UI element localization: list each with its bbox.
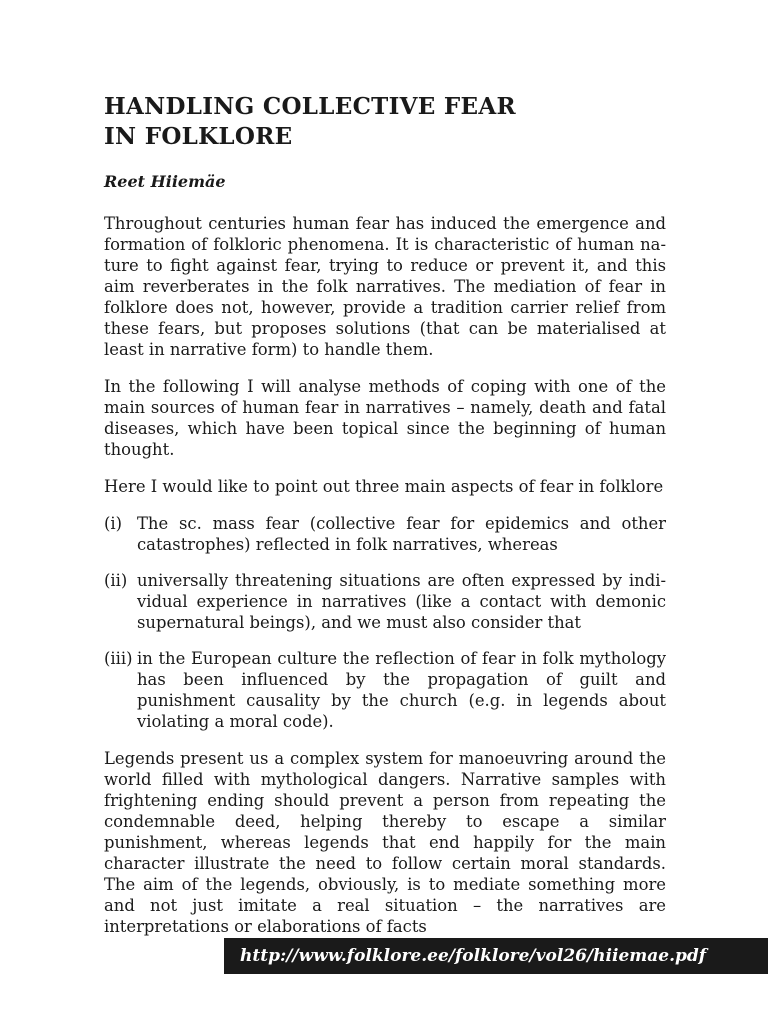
list-item bbox=[104, 648, 666, 732]
list-marker: (i) bbox=[104, 514, 123, 533]
paragraph-intro: Throughout centuries human fear has induced the emergence and formation of folkloric phenomena. It is characteristic of human nature to fight against fear, trying to reduce or prevent it, and this aim reverberates in the folk narratives. The mediation of fear in folklore does not, however, provide a tradition carrier relief from these fears, but proposes solutions (that can be materialised at least in narrative form) to handle them. bbox=[104, 214, 666, 359]
source-url-banner[interactable]: http://www.folklore.ee/folklore/vol26/hiiemae.pdf bbox=[224, 938, 768, 974]
list-marker: (iii) bbox=[104, 649, 133, 668]
list-item-text: universally threatening situations are often expressed by individual experience in narratives (like a contact with demonic supernatural beings), and we must also consider that bbox=[137, 571, 666, 632]
list-marker: (ii) bbox=[104, 571, 128, 590]
paragraph-legends: Legends present us a complex system for manoeuvring around the world filled with mythological dangers. Narrative samples with frightening ending should prevent a person from repeating the condemnable deed, helping thereby to escape a similar punishment, whereas legends that end happily for the main character illustrate the need to follow certain moral standards. The aim of the legends, obviously, is to mediate something more and not just imitate a real situation – the narratives are interpretations or elaborations of facts bbox=[104, 749, 666, 936]
article-title bbox=[104, 92, 666, 152]
aspects-list bbox=[104, 513, 666, 732]
list-item-text: The sc. mass fear (collective fear for epidemics and other catastrophes) reflected in folk narratives, whereas bbox=[137, 514, 666, 554]
list-item bbox=[104, 570, 666, 633]
list-item-text: in the European culture the reflection of fear in folk mythology has been influenced by the propagation of guilt and punishment causality by the church (e.g. in legends about violating a moral code). bbox=[137, 649, 666, 731]
paragraph-methods: In the following I will analyse methods of coping with one of the main sources of human fear in narratives – namely, death and fatal diseases, which have been topical since the beginning of human thought. bbox=[104, 377, 666, 459]
list-item bbox=[104, 513, 666, 555]
title-line-1: HANDLING COLLECTIVE FEAR bbox=[104, 93, 516, 120]
author-name: Reet Hiiemäe bbox=[104, 172, 226, 191]
paragraph-aspects-lead: Here I would like to point out three main aspects of fear in folklore bbox=[104, 477, 664, 496]
title-line-2: IN FOLKLORE bbox=[104, 123, 293, 150]
article-page bbox=[104, 92, 666, 937]
